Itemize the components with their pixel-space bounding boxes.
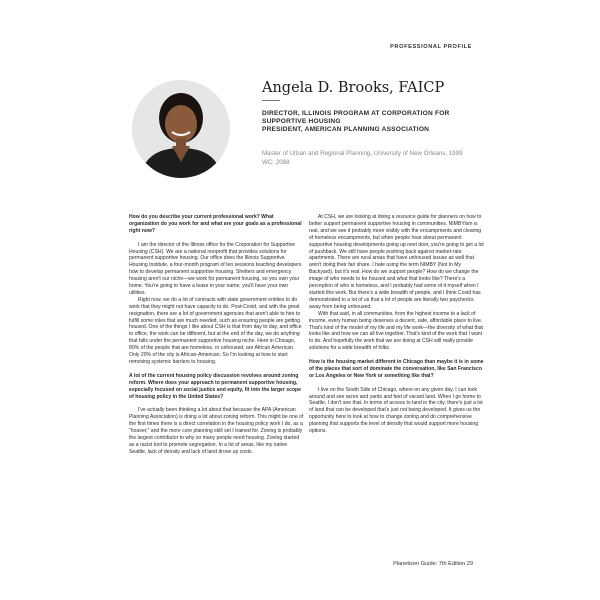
paragraph-5: With that said, in all communities, from the highest income to a lack of income, every human being deserves a decent, safe, affordable place to live. That's kind of the model of my life and my life work—the diversity of what that looks like and how we can all live together. That's kind of the work that I want to do. And hopefully the work that we are doing at CSH will really provide solutions for a wide breadth of folks. — [309, 310, 483, 352]
question-3: How is the housing market different in Chicago than maybe it is in some of the places that sort of dominate the conversation, like San Francisco or Los Angeles or New York or something like that? — [309, 359, 484, 379]
portrait-illustration — [132, 80, 230, 178]
profile-education — [262, 149, 477, 167]
article-column-left — [129, 214, 304, 456]
title-line-3: PRESIDENT, AMERICAN PLANNING ASSOCIATION — [262, 126, 430, 133]
profile-photo — [132, 80, 230, 178]
title-divider — [262, 100, 280, 101]
word-count: WC: 2088 — [262, 159, 290, 167]
section-label: PROFESSIONAL PROFILE — [390, 44, 472, 50]
paragraph-1: I am the director of the Illinois office for the Corporation for Supportive Housing (CSH). We are a national nonprofit that provides solutions for permanent supportive housing. Our office does the Illinois Supportive Housing Institute, a four-month program of ten sessions teaching developers how to develop permanent supportive housing. Shelters and emergency housing aren't our niche—we work for permanent housing, so you own your home. You're going to have a lease in your name; you'll have your own utilities. — [129, 241, 302, 296]
title-line-1: DIRECTOR, ILLINOIS PROGRAM AT CORPORATION FOR — [262, 110, 450, 117]
question-2: A lot of the current housing policy discussion revolves around zoning reform. Where does your approach to permanent supportive housing, especially focused on social justice and equity, fit into the larger scope of housing policy in the United States? — [129, 372, 302, 400]
page-footer: Planetizen Guide: 7th Edition 29 — [393, 561, 473, 567]
title-line-2: SUPPORTIVE HOUSING — [262, 118, 341, 125]
paragraph-2: Right now, we do a lot of contracts with state government entities to do work that they might not have capacity to do. Post-Covid, and with the great resignation, there are a lot of government agencies that aren't able to hire to fulfill some roles that are much needed, such as ensuring people are getting housed. One of the things I like about CSH is that from day to day, and office to office, the work can be different, but at the end of the day, we do anything that falls under the permanent supportive housing niche. Here in Chicago, 80% of the people that are homeless, or unhoused, are African American. Only 20% of the city is African-American. So I'm looking at how to start removing systemic barriers to housing. — [129, 296, 302, 366]
profile-titles — [262, 110, 492, 134]
profile-name: Angela D. Brooks, FAICP — [262, 80, 445, 96]
degree-text: Master of Urban and Regional Planning, University of New Orleans, 1999 — [262, 150, 463, 157]
paragraph-3: I've actually been thinking a lot about that because the APA (American Planning Association) is doing a lot about zoning reform. This might be one of the first times there is a direct correlation in the housing policy work I do, as a "houser," and the more core planning skill set I trained for. Zoning is probably the largest contributor to why so many people need housing. Zoning started as a racist tool to promote segregation. In a lot of areas, like my native Seattle, lack of density and lack of land drove up costs. — [129, 407, 304, 455]
article-column-right — [309, 214, 484, 435]
paragraph-6: I live on the South Side of Chicago, where on any given day, I can look around and see acres and yards and feet of vacant land. When I go home to Seattle, I don't see that. In terms of access to land in the city, there's just a lot of land that can be developed that's just not being developed. It gives us the opportunity here to look at how to change zoning and do comprehensive planning that supports the level of density that would support more housing options. — [309, 386, 483, 435]
question-1: How do you describe your current professional work? What organization do you work for and what are your goals as a professional right now? — [129, 214, 302, 234]
paragraph-4: At CSH, we are looking at doing a resource guide for planners on how to better support permanent supportive housing in communities. NIMBYism is real, and we see it probably more visibly with the encampments and clearing of homeless encampments, but when people hear about permanent supportive housing developments going up next door, you're going to get a lot of pushback. We still have people pushing back against market-rate apartments. There are rural areas that have unhoused issues as well that aren't doing their fair share. I hate using the term NIMBY (Not In My Backyard), but it's real. How do we support people? How do we change the image of who needs to be housed and what that looks like? There's a perception of who is homeless, and I probably had some of it myself when I started this work. But there's a wide breadth of people, and I think Covid has demonstrated to a lot of us that a lot of people are literally two paychecks away from being unhoused. — [309, 214, 484, 310]
